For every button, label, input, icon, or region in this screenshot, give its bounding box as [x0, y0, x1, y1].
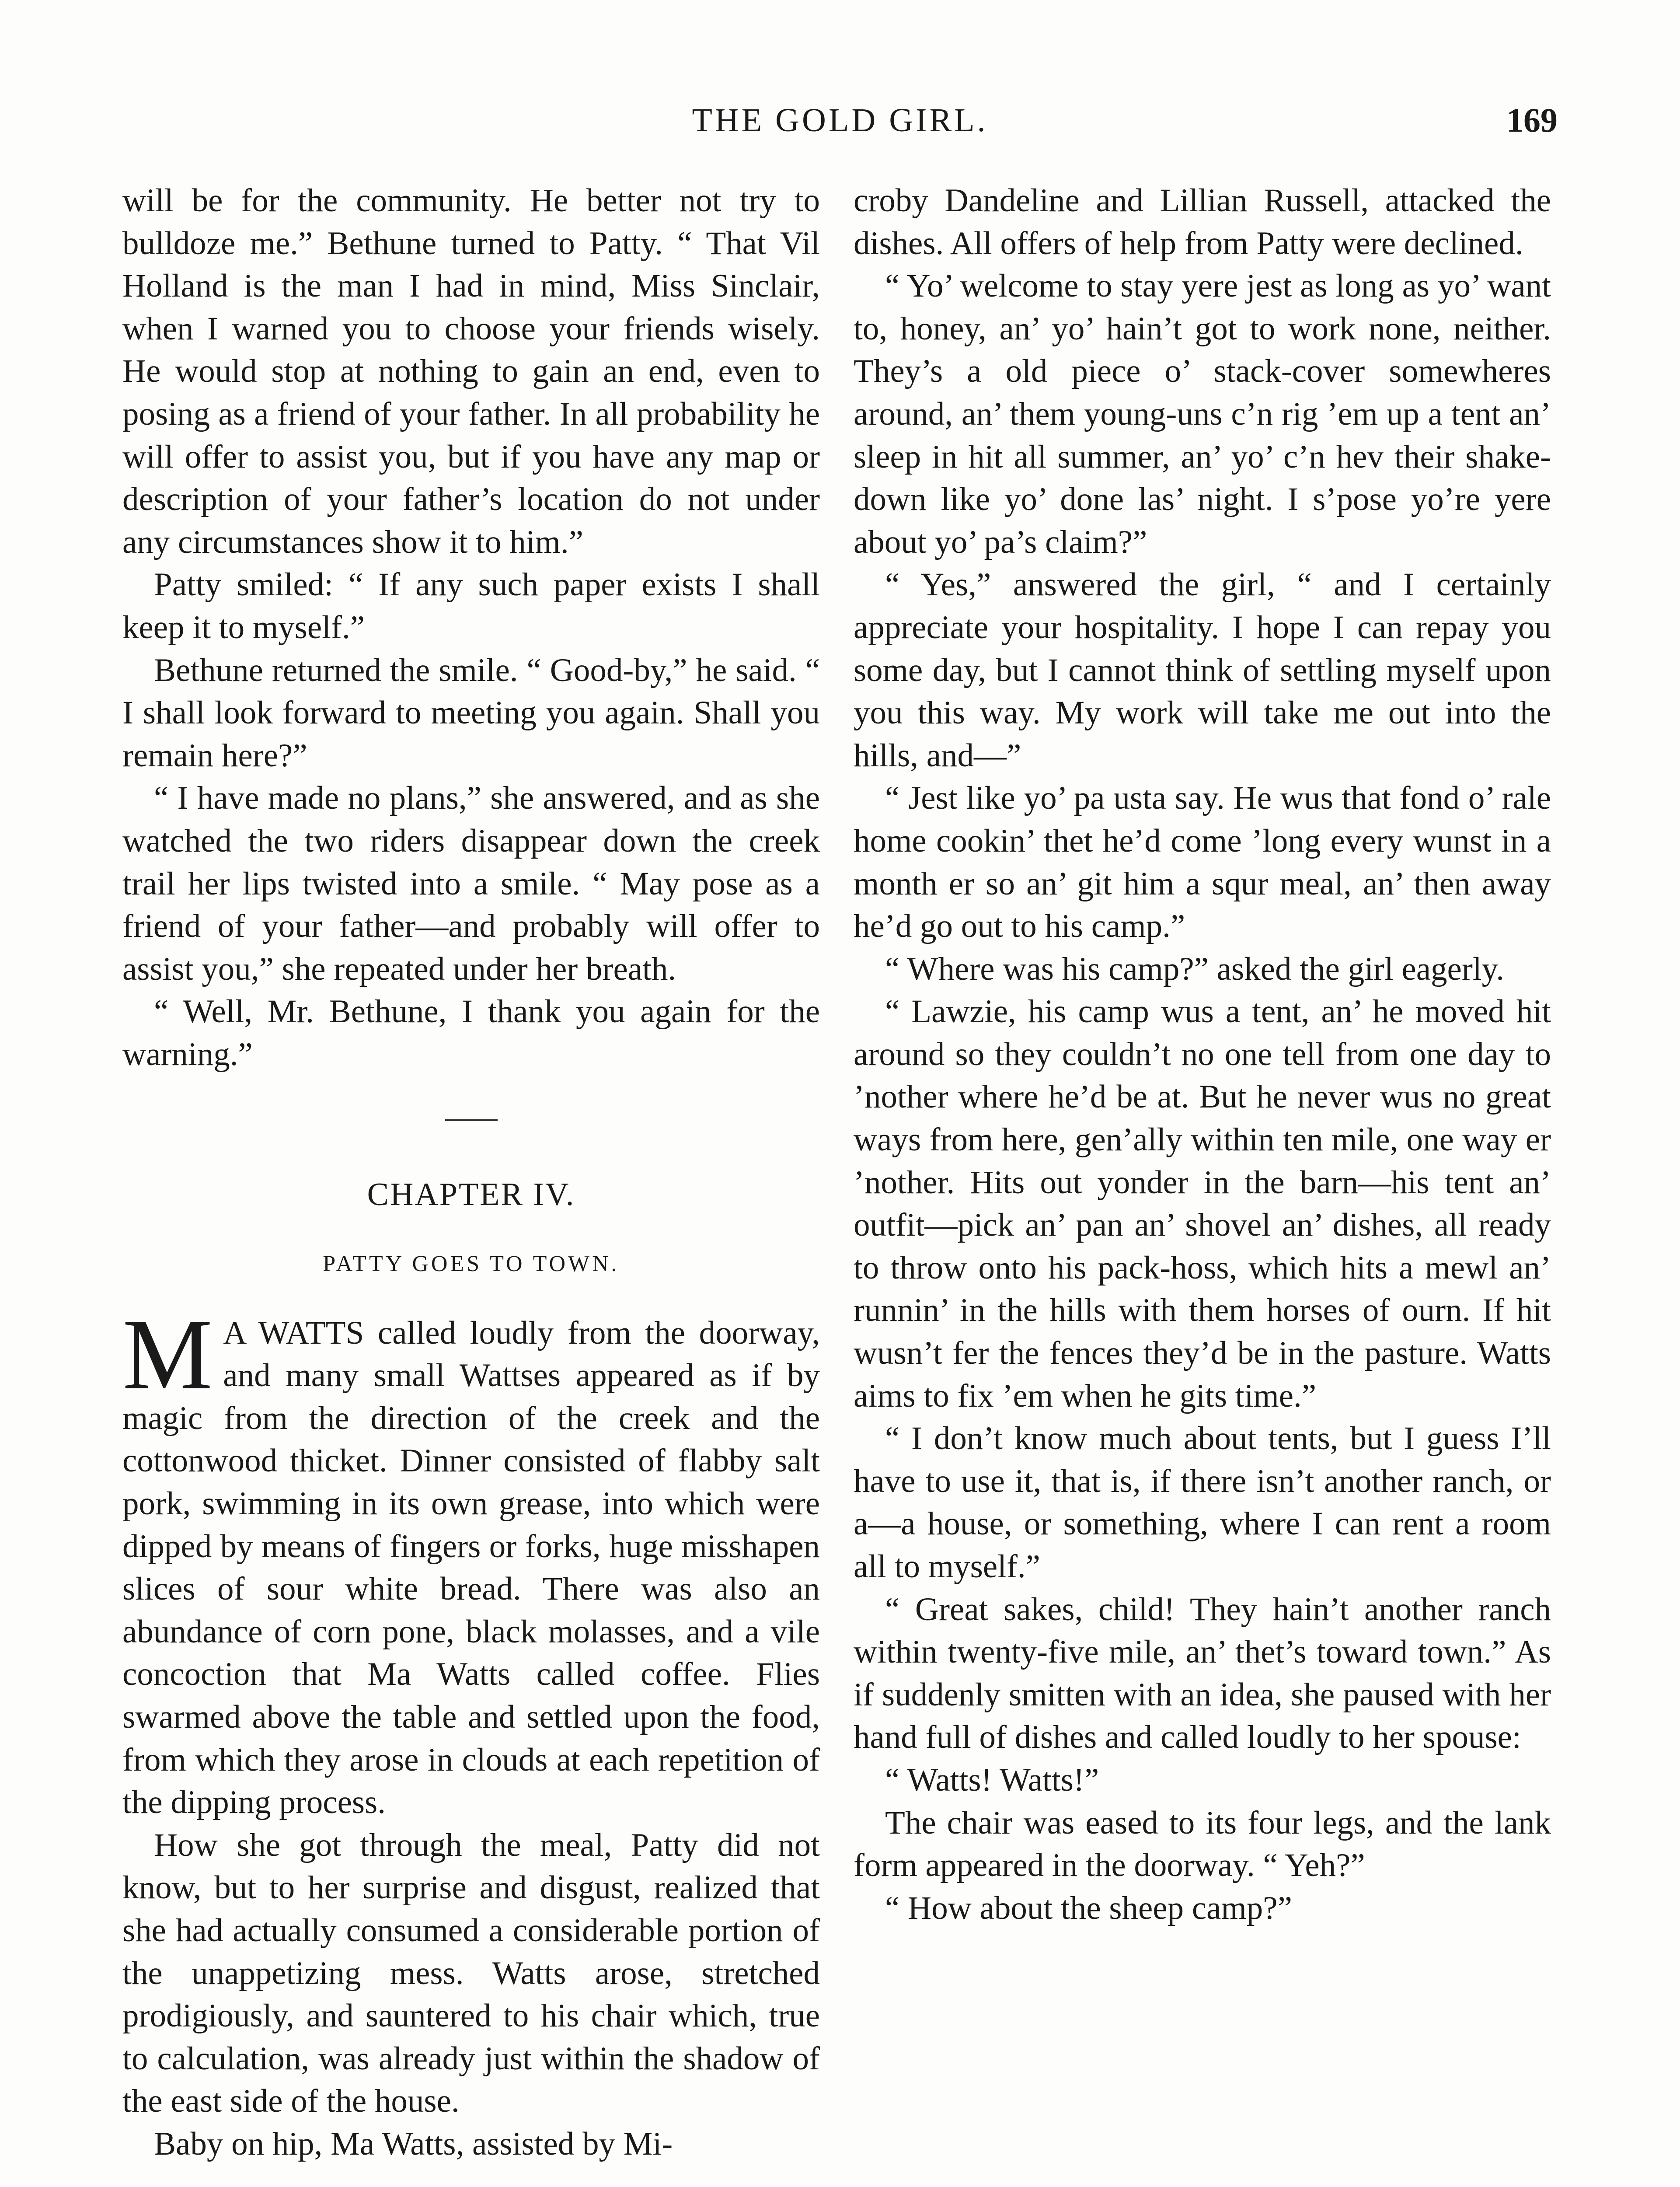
paragraph: “ Yo’ welcome to stay yere jest as long as yo’ want to, honey, an’ yo’ hain’t got to work none, neither. They’s a old piece o’ stack-cover somewheres around, an’ them young-uns c’n rig ’em up a tent an’ sleep in hit all summer, an’ yo’ c’n hev their shake-down like yo’ done las’ night. I s’pose yo’re yere about yo’ pa’s claim?” — [854, 268, 1551, 560]
paragraph: “ Lawzie, his camp wus a tent, an’ he moved hit around so they couldn’t no one tell from one day to ’nother where he’d be at. But he never wus no great ways from here, gen’ally within ten mile, one way er ’nother. Hits out yonder in the barn—his tent an’ outfit—pick an’ pan an’ shovel an’ dishes, all ready to throw onto his pack-hoss, which hits a mewl an’ runnin’ in the hills with them horses of ourn. If hit wusn’t fer the fences they’d be in the pasture. Watts aims to fix ’em when he gits time.” — [854, 993, 1551, 1414]
chapter-title: CHAPTER IV. — [367, 1177, 575, 1213]
drop-cap: M — [122, 1298, 213, 1411]
paragraph: “ Great sakes, child! They hain’t another ranch within twenty-five mile, an’ thet’s toward town.” As if suddenly smitten with an idea, she paused with her hand full of dishes and called loudly to her spouse: — [854, 1591, 1551, 1756]
paragraph: “ Yes,” answered the girl, “ and I certainly appreciate your hospitality. I hope I can repay you some day, but I cannot think of settling myself upon you this way. My work will take me out into the hills, and—” — [854, 566, 1551, 774]
chapter-opening-paragraph — [122, 1298, 820, 1824]
paragraph: “ Jest like yo’ pa usta say. He wus that fond o’ rale home cookin’ thet he’d come ’long every wunst in a month er so an’ git him a squr meal, an’ then away he’d go out to his camp.” — [854, 780, 1551, 945]
paragraph: Baby on hip, Ma Watts, assisted by Mi- — [154, 2125, 673, 2162]
paragraph: “ I have made no plans,” she answered, and as she watched the two riders disappear down the creek trail her lips twisted into a smile. “ May pose as a friend of your father—and probably will offer to assist you,” she repeated under her breath. — [122, 780, 820, 987]
opening-text: A WATTS called loudly from the doorway, and many small Wattses appeared as if by magic from the direction of the creek and the cottonwood thicket. Dinner consisted of flabby salt pork, swimming in its own grease, into which were dipped by means of fingers or forks, huge misshapen slices of sour white bread. There was also an abundance of corn pone, black molasses, and a vile concoction that Ma Watts called coffee. Flies swarmed above the table and settled upon the food, from which they arose in clouds at each repetition of the dipping process. — [122, 1314, 820, 1821]
section-divider — [445, 1119, 498, 1121]
paragraph: Bethune returned the smile. “ Good-by,” he said. “ I shall look forward to meeting you again. Shall you remain here?” — [122, 652, 820, 774]
chapter-subtitle: PATTY GOES TO TOWN. — [323, 1251, 620, 1277]
paragraph: How she got through the meal, Patty did not know, but to her surprise and disgust, realized that she had actually consumed a considerable portion of the unappetizing mess. Watts arose, stretched prodigiously, and sauntered to his chair which, true to calculation, was already just within the shadow of the east side of the house. — [122, 1827, 820, 2120]
running-title: THE GOLD GIRL. — [692, 102, 988, 139]
paragraph: Patty smiled: “ If any such paper exists I shall keep it to myself.” — [122, 566, 820, 646]
right-column — [854, 179, 1551, 1929]
left-column — [122, 179, 820, 2166]
paragraph: “ Well, Mr. Bethune, I thank you again for the warning.” — [122, 993, 820, 1073]
paragraph: The chair was eased to its four legs, and the lank form appeared in the doorway. “ Yeh?” — [854, 1804, 1551, 1884]
paragraph: “ Watts! Watts!” — [885, 1761, 1099, 1798]
page-header — [122, 98, 1558, 142]
paragraph: “ Where was his camp?” asked the girl eagerly. — [885, 950, 1505, 987]
paragraph: will be for the community. He better not try to bulldoze me.” Bethune turned to Patty. “ That Vil Holland is the man I had in mind, Miss Sinclair, when I warned you to choose your friends wisely. He would stop at nothing to gain an end, even to posing as a friend of your father. In all probability he will offer to assist you, but if you have any map or description of your father’s location do not under any circumstances show it to him.” — [122, 182, 820, 560]
paragraph: croby Dandeline and Lillian Russell, attacked the dishes. All offers of help from Patty were declined. — [854, 182, 1551, 262]
paragraph: “ I don’t know much about tents, but I guess I’ll have to use it, that is, if there isn’t another ranch, or a—a house, or something, where I can rent a room all to myself.” — [854, 1420, 1551, 1585]
paragraph: “ How about the sheep camp?” — [885, 1890, 1292, 1926]
page-number: 169 — [1506, 101, 1558, 139]
